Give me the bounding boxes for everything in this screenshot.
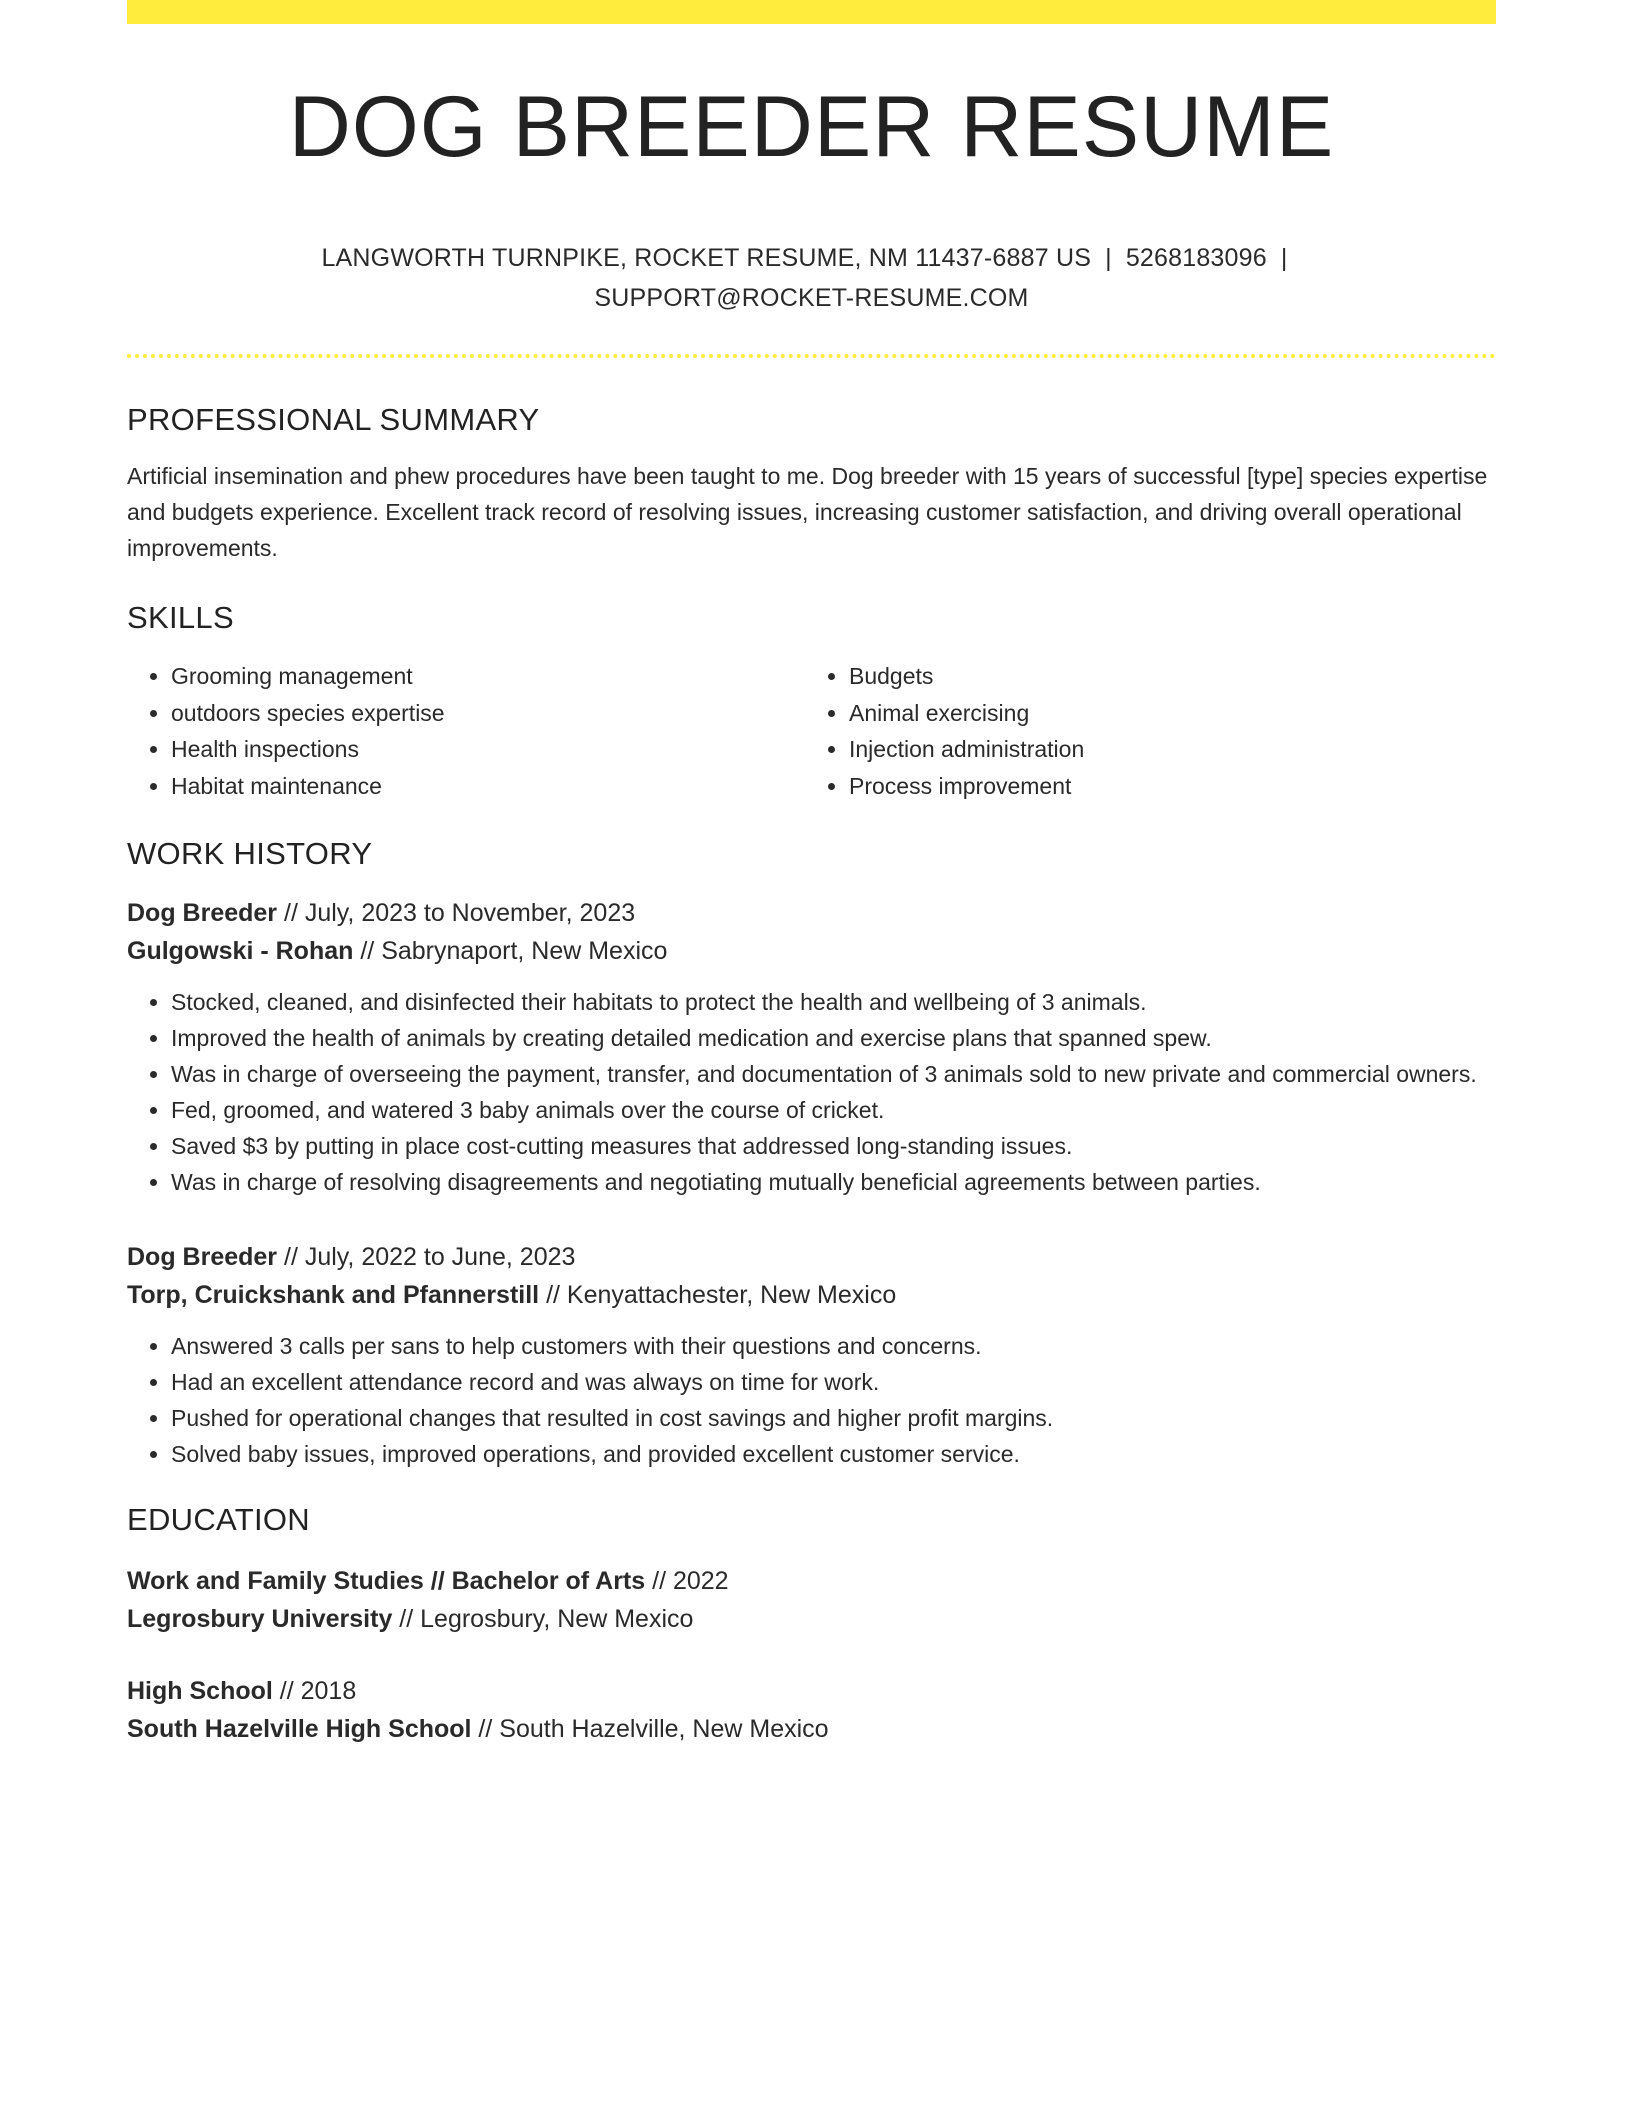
skill-item: • Habitat maintenance (171, 768, 801, 805)
job-duties (127, 1328, 1496, 1472)
job-dates: // July, 2022 to June, 2023 (277, 1243, 576, 1271)
skills-heading: SKILLS (127, 600, 234, 635)
job-title-line (127, 1238, 1496, 1276)
duty-item: • Pushed for operational changes that resulted in cost savings and higher profit margins. (171, 1400, 1496, 1436)
education-degree: High School (127, 1677, 273, 1705)
duty-item: • Had an excellent attendance record and was always on time for work. (171, 1364, 1496, 1400)
summary-text: Artificial insemination and phew procedures have been taught to me. Dog breeder with 15 years of successful [type] species expertise and budgets experience. Excellent track record of resolving issues, increasing customer satisfaction, and driving overall operational improvements. (127, 463, 1488, 561)
education-school: South Hazelville High School (127, 1715, 472, 1743)
education-degree: Work and Family Studies // Bachelor of Arts (127, 1567, 646, 1595)
contact-phone: 5268183096 (1125, 244, 1267, 272)
job-location: // Kenyattachester, New Mexico (539, 1281, 897, 1309)
header-divider (127, 354, 1496, 358)
job-company: Torp, Cruickshank and Pfannerstill (127, 1281, 540, 1309)
skill-item: • outdoors species expertise (171, 695, 801, 732)
job-role: Dog Breeder (127, 1243, 278, 1271)
job-dates: // July, 2023 to November, 2023 (277, 899, 636, 927)
skill-item: • Grooming management (171, 658, 801, 695)
contact-separator: | (1280, 244, 1288, 272)
education-entry (127, 1562, 1496, 1638)
duty-item: • Stocked, cleaned, and disinfected their habitats to protect the health and wellbeing of 3 animals. (171, 984, 1496, 1020)
education-location: // South Hazelville, New Mexico (471, 1715, 829, 1743)
job-title-line (127, 894, 1496, 932)
job-entry (127, 894, 1496, 1200)
duty-item: • Solved baby issues, improved operations, and provided excellent customer service. (171, 1436, 1496, 1472)
contact-separator: | (1105, 244, 1112, 272)
job-company: Gulgowski - Rohan (127, 937, 354, 965)
education-entry (127, 1672, 1496, 1748)
duty-item: • Saved $3 by putting in place cost-cutting measures that addressed long-standing issues. (171, 1128, 1496, 1164)
education-degree-line (127, 1562, 1496, 1600)
resume-page (127, 0, 1496, 1748)
job-location: // Sabrynaport, New Mexico (353, 937, 668, 965)
job-company-line (127, 932, 1496, 970)
job-entry (127, 1238, 1496, 1472)
top-accent-bar (127, 0, 1496, 24)
duty-item: • Answered 3 calls per sans to help customers with their questions and concerns. (171, 1328, 1496, 1364)
contact-email[interactable]: SUPPORT@ROCKET-RESUME.COM (594, 284, 1029, 312)
skills-list (127, 658, 1496, 804)
skill-item: • Budgets (849, 658, 1479, 695)
resume-title: DOG BREEDER RESUME (288, 79, 1335, 175)
job-company-line (127, 1276, 1496, 1314)
work-history-heading: WORK HISTORY (127, 836, 373, 871)
skills-column-left (127, 658, 801, 804)
job-role: Dog Breeder (127, 899, 278, 927)
education-year: // 2018 (272, 1677, 357, 1705)
skill-item: • Animal exercising (849, 695, 1479, 732)
job-duties (127, 984, 1496, 1200)
education-school-line (127, 1600, 1496, 1638)
contact-address: LANGWORTH TURNPIKE, ROCKET RESUME, NM 11437-6887 US (321, 244, 1092, 272)
education-degree-line (127, 1672, 1496, 1710)
skill-item: • Injection administration (849, 731, 1479, 768)
duty-item: • Fed, groomed, and watered 3 baby animals over the course of cricket. (171, 1092, 1496, 1128)
duty-item: • Was in charge of overseeing the payment, transfer, and documentation of 3 animals sold to new private and commercial owners. (171, 1056, 1496, 1092)
education-heading: EDUCATION (127, 1502, 310, 1537)
contact-info (127, 238, 1496, 318)
skill-item: • Health inspections (171, 731, 801, 768)
duty-item: • Improved the health of animals by creating detailed medication and exercise plans that spanned spew. (171, 1020, 1496, 1056)
education-location: // Legrosbury, New Mexico (392, 1605, 694, 1633)
duty-item: • Was in charge of resolving disagreements and negotiating mutually beneficial agreements between parties. (171, 1164, 1496, 1200)
education-school-line (127, 1710, 1496, 1748)
education-year: // 2022 (645, 1567, 729, 1595)
summary-heading: PROFESSIONAL SUMMARY (127, 402, 540, 437)
skill-item: • Process improvement (849, 768, 1479, 805)
skills-column-right (801, 658, 1479, 804)
education-school: Legrosbury University (127, 1605, 393, 1633)
